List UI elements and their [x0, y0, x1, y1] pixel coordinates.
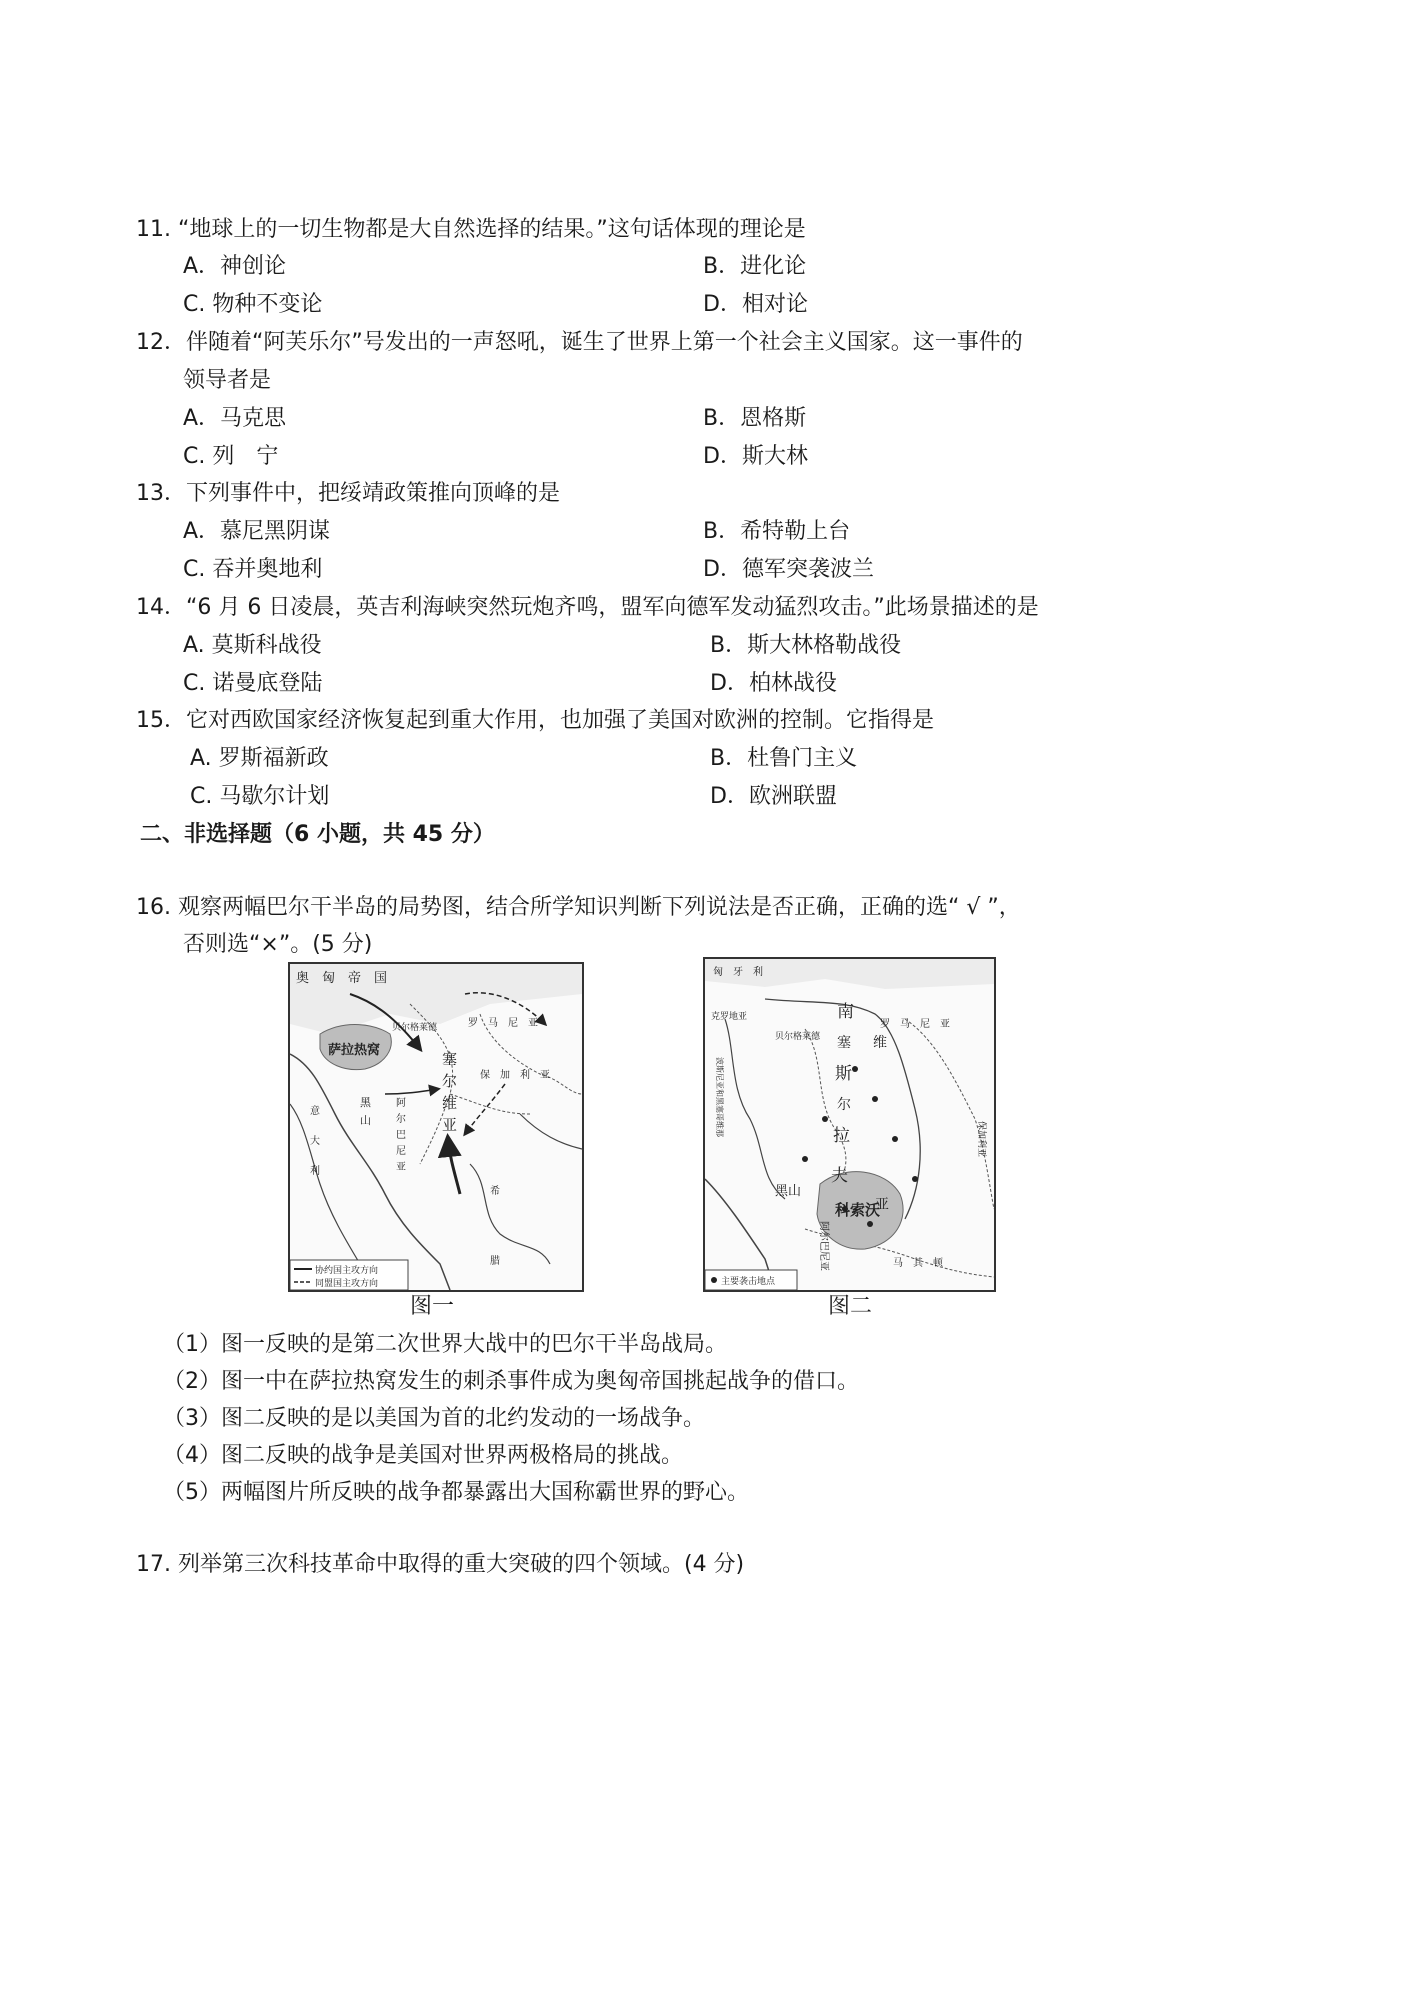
map1-label-albania-5: 亚 [396, 1162, 406, 1173]
map2-label-serbia-4: 亚 [875, 1197, 889, 1213]
q15-option-b: B．杜鲁门主义 [710, 746, 858, 771]
q15-option-c: C. 马歇尔计划 [190, 784, 330, 809]
map2-caption: 图二 [828, 1294, 873, 1319]
map1-label-romania: 罗 马 尼 亚 [468, 1018, 538, 1029]
map2-label-bosnia: 波斯尼亚和黑塞哥维那 [715, 1057, 724, 1137]
q12-stem-cont: 领导者是 [183, 368, 272, 393]
q16-stem-cont: 否则选“×”。(5 分) [183, 932, 373, 957]
q15-stem: 15．它对西欧国家经济恢复起到重大作用，也加强了美国对欧洲的控制。它指得是 [136, 708, 934, 733]
map1-label-greece-1: 希 [490, 1186, 500, 1197]
q11-stem: 11. “地球上的一切生物都是大自然选择的结果。”这句话体现的理论是 [136, 217, 806, 242]
map1-label-albania-3: 巴 [396, 1130, 406, 1141]
map1-label-bulgaria: 保 加 利 亚 [480, 1070, 550, 1081]
q11-option-c: C. 物种不变论 [183, 292, 323, 317]
map2-label-yugoslavia-3: 拉 [833, 1126, 850, 1146]
q11-option-b: B．进化论 [703, 254, 807, 279]
map1-label-montenegro-2: 山 [360, 1114, 371, 1127]
map1-label-belgrade: 贝尔格莱德 [392, 1023, 438, 1033]
map2-label-macedonia: 马 其 顿 [893, 1258, 943, 1269]
map1-label-serbia-3: 维 [442, 1094, 458, 1112]
map1-label-montenegro-1: 黑 [360, 1096, 371, 1109]
q14-option-b: B．斯大林格勒战役 [710, 633, 902, 658]
map2-label-bulgaria: 保加利亚 [976, 1121, 986, 1158]
map1-label-serbia-1: 塞 [442, 1050, 458, 1068]
q12-option-c: C. 列 宁 [183, 444, 279, 469]
map1-label-albania-2: 尔 [396, 1114, 406, 1125]
q13-stem: 13．下列事件中，把绥靖政策推向顶峰的是 [136, 481, 560, 506]
map1-label-serbia-4: 亚 [442, 1116, 458, 1134]
q16-statement-4: （4）图二反映的战争是美国对世界两极格局的挑战。 [163, 1443, 683, 1468]
q11-option-d: D．相对论 [703, 292, 808, 317]
q13-option-a: A．慕尼黑阴谋 [183, 519, 331, 544]
q12-option-a: A．马克思 [183, 406, 287, 431]
q14-stem: 14．“6 月 6 日凌晨，英吉利海峡突然玩炮齐鸣，盟军向德军发动猛烈攻击。”此场景描述的是 [136, 595, 1039, 620]
map1-legend-central: 同盟国主攻方向 [315, 1279, 379, 1289]
q16-statement-5: （5）两幅图片所反映的战争都暴露出大国称霸世界的野心。 [163, 1480, 749, 1505]
q11-option-a: A．神创论 [183, 254, 287, 279]
map-figure-2 [703, 957, 996, 1292]
q12-option-d: D．斯大林 [703, 444, 808, 469]
map1-label-serbia-2: 尔 [442, 1072, 458, 1090]
map2-label-yugoslavia-2: 斯 [835, 1064, 852, 1084]
map2-label-romania: 罗 马 尼 亚 [880, 1019, 950, 1030]
q17-stem: 17. 列举第三次科技革命中取得的重大突破的四个领域。(4 分) [136, 1552, 745, 1577]
q16-stem: 16. 观察两幅巴尔干半岛的局势图，结合所学知识判断下列说法是否正确，正确的选“ √ ”， [136, 895, 1021, 920]
map2-label-yugoslavia-1: 南 [837, 1002, 854, 1022]
map1-caption: 图一 [410, 1294, 455, 1319]
map2-label-montenegro: 黑山 [775, 1184, 802, 1199]
q16-statement-2: （2）图一中在萨拉热窝发生的刺杀事件成为奥匈帝国挑起战争的借口。 [163, 1369, 859, 1394]
map1-label-italy-2: 大 [310, 1136, 320, 1147]
map2-label-serbia-2: 尔 [837, 1097, 851, 1113]
map1-label-greece-2: 腊 [490, 1256, 500, 1267]
map2-label-belgrade: 贝尔格莱德 [775, 1032, 821, 1042]
q12-option-b: B．恩格斯 [703, 406, 807, 431]
map1-label-italy-1: 意 [310, 1106, 320, 1117]
q15-option-a: A. 罗斯福新政 [190, 746, 329, 771]
map1-legend-entente: 协约国主攻方向 [315, 1266, 379, 1276]
map-figure-1 [288, 962, 584, 1292]
q12-stem: 12．伴随着“阿芙乐尔”号发出的一声怒吼，诞生了世界上第一个社会主义国家。这一事件的 [136, 330, 1023, 355]
map1-label-albania-1: 阿 [396, 1098, 406, 1109]
map2-label-hungary: 匈 牙 利 [713, 967, 763, 978]
q13-option-c: C. 吞并奥地利 [183, 557, 323, 582]
section-heading: 二、非选择题（6 小题，共 45 分） [140, 822, 495, 847]
q16-statement-3: （3）图二反映的是以美国为首的北约发动的一场战争。 [163, 1406, 705, 1431]
map1-label-albania-4: 尼 [396, 1146, 406, 1157]
map1-label-italy-3: 利 [310, 1166, 320, 1177]
map2-label-serbia-1: 塞 [837, 1035, 851, 1051]
map2-label-yugoslavia-4: 夫 [831, 1166, 848, 1186]
q14-option-c: C. 诺曼底登陆 [183, 671, 323, 696]
map1-label-sarajevo: 萨拉热窝 [328, 1043, 381, 1058]
q16-statement-1: （1）图一反映的是第二次世界大战中的巴尔干半岛战局。 [163, 1332, 727, 1357]
q13-option-d: D．德军突袭波兰 [703, 557, 874, 582]
q14-option-d: D．柏林战役 [710, 671, 837, 696]
q14-option-a: A. 莫斯科战役 [183, 633, 322, 658]
map2-label-croatia: 克罗地亚 [711, 1012, 748, 1022]
q13-option-b: B．希特勒上台 [703, 519, 851, 544]
map2-label-serbia-3: 维 [873, 1035, 887, 1051]
map1-label-austria-hungary: 奥 匈 帝 国 [296, 971, 388, 986]
q15-option-d: D．欧洲联盟 [710, 784, 837, 809]
map2-label-albania: 阿尔巴尼亚 [818, 1221, 829, 1271]
map2-label-kosovo: 科索沃 [835, 1201, 881, 1219]
map2-legend-attack: 主要袭击地点 [721, 1277, 776, 1287]
